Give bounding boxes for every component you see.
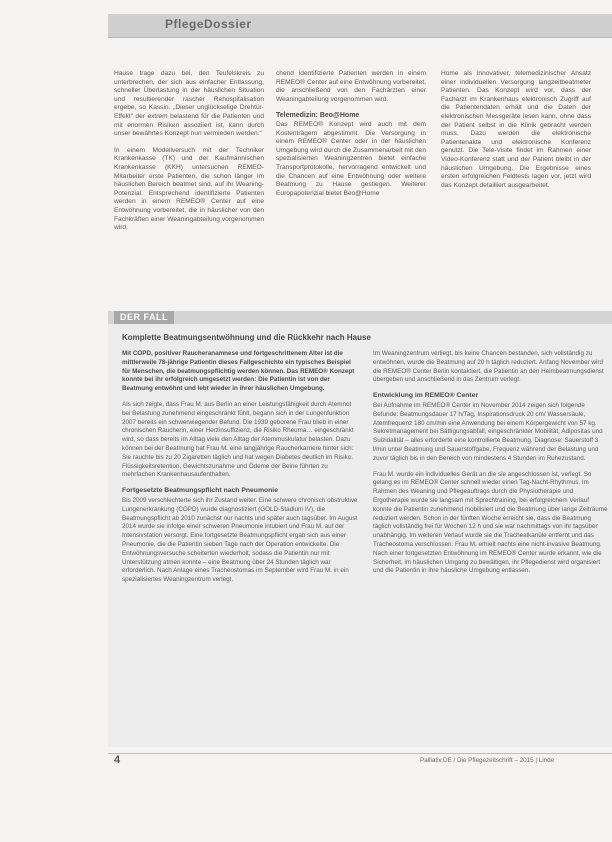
article-column-3: [441, 70, 591, 198]
article-paragraph: Das REMEO® Konzept wird auch mit dem Kostenträgern abgestimmt. Die Versorgung in einem REMEO® Center oder in der häuslichen Umgebung wird durch die Zusammenarbeit mit den spezialisierten Weaningzentren bietet einfache Transportprotokolle, hervorragend entwickelt und die Chancen auf eine Entwöhnung oder weitere Beatmung zu Hause gestiegen. Weiterer Europapotenzial bietet Beo@Home: [276, 120, 426, 197]
article-paragraph: Home als innovativer, telemedizinischer Ansatz einer individuellen Versorgung langzeitbeatmeter Patienten. Das Konzept wird vor, dass der Facharzt im Krankenhaus elektronisch Zugriff auf die Patientendaten erhält und die Daten der elektronischen Messgeräte lesen kann, ohne dass der Patient selbst in die Klinik gebracht werden muss. Dazu werden die elektronische Patientenakte und elektronische Konferenz genutzt. Die Tele-Visite findet im Rahmen einer Video-Konferenz statt und der Patient bleibt in der häuslichen Umgebung. Die Ergebnisse eines ersten erfolgreichen Feldtests lagen vor, jetzt wird das Konzept detailliert ausgearbeitet.: [441, 70, 591, 189]
case-paragraph: Frau M. wurde ein individuelles Gerät an die sie angeschlossen ist, verlegt. So gelang es im REMEO® Center schnell wieder einen Tag-Nacht-Rhythmus. Im Rahmen des Weaning und Pflegeauftrags durch die Physiotherapie und Ergotherapie wurde sie langsam mit Sprechtraining, bei erfolgreichem Verlauf konnte die Patientin zunehmend mobilisiert und die Beatmung über lange Zeiträume reduziert werden. Schon in der fünften Woche erreicht sie, dass die Beatmung täglich vollständig frei für Wochen 12 h und sie war nachmittags von ihr tagsüber unabhängig. Im weiteren Verlauf wurde sie die Trachealkanüle entfernt und das Tracheostoma verschlossen. Frau M. erhielt nachts eine nicht-invasive Beatmung. Nach einer fortgesetzten Entwöhnung im REMEO® Center wurde erkannt, wie die Sicherheit, im häuslichen Umgang zu bewältigen, ihr Pflegedienst wird organisiert und die Patientin in ihre häusliche Umgebung entlassen.: [373, 470, 608, 575]
case-column-left: [122, 350, 358, 592]
case-paragraph: Bis 2009 verschlechterte sich ihr Zustand weiter. Eine schwere chronisch obstruktive Lungenerkrankung (COPD) wurde diagnostiziert (GOLD-Stadium IV), die Beatmungspflicht ab 2010 zunächst nur nachts und später auch tagsüber. Im August 2014 wurde sie infolge einer schweren Pneumonie intubiert und Frau M. auf der Intensivstation versorgt. Eine fortgesetzte Beatmungspflicht ergab sich aus einer Pneumonie, die die Patientin sieben Tage nach der Operation entwickelte. Die Entwöhnungsversuche scheiterten wiederholt, sodass die Patientin nur mit Unterstützung atmen konnte – eine Beatmung über 24 Stunden täglich war erforderlich. Nach Anlage eines Tracheostomas im September wird Frau M. in ein spezialisiertes Weaningzentrum verlegt.: [122, 496, 358, 584]
case-paragraph: Bei Aufnahme im REMEO® Center im November 2014 zeigen sich folgende Befunde: Beatmungsdauer 17 h/Tag, Inspirationsdruck 20 cm/ Wassersäule, Atemfrequenz 180 cm/min eine Anwendung bei einem Körpergewicht von 57 kg. Sekretmanagement bei Sättigungsabfall, eingeschränkter Mobilität, Adipositas und Suizidalität – alles erforderte eine kontrollierte Beatmung. Diagnose: Sauerstoff 3 l/min unter Beatmung und Sauerstoffgabe, Frequenz während der Belastung und zuvor täglich bis in den Bereich von mindestens 4 Stunden im Ruhezustand.: [373, 401, 603, 462]
case-paragraph: Als sich zeigte, dass Frau M. aus Berlin an einer Leistungsfähigkeit durch Atemnot bei Belastung zunehmend eingeschränkt fühlt, begann sich in der Lungenfunktion 2007 bereits ein schwerwiegender Befund. Die 1939 geborene Frau blieb in einer chronischen Raucherin, einer Herzinsuffizienz, die Risiko Rheuma… eingeschränkt wird, so dass bereits im Alltag viele den Alltag der Atemmuskulatur belasten. Dazu können bei der Beatmung hat Frau M. eine langjährige Raucherkarriere hinter sich: Sie rauchte bis zu 20 Zigaretten täglich und hat wegen Diabetes deutlich im Risiko. Flüssigkeitsretention, Gewichtszunahme und Ödeme der Beine führten zu mehrfachen Krankenhausaufenthalten.: [122, 400, 354, 479]
article-paragraph: Hause trage dazu bei, den Teufelskreis zu unterbrechen, der sich aus einfacher Entlassung, schneller Überlastung in der häuslichen Situation und resultierender rascher Rehospitalisation ergebe, so Kassin. „Dieser unglückselige Drehtür-Effekt“ der extrem belastend für die Patienten und mit enormen Risiken assoziiert ist, kann durch unser bewährtes Konzept nun vermieden werden.“: [114, 70, 264, 138]
footer-divider: [108, 753, 612, 754]
case-subheading: Fortgesetzte Beatmungspflicht nach Pneumonie: [122, 487, 278, 495]
case-badge: DER FALL: [114, 311, 174, 324]
article-column-1: [114, 70, 264, 241]
header-title: PflegeDossier: [165, 17, 252, 31]
case-banner: [108, 311, 612, 324]
case-lead: Mit COPD, positiver Raucheranamnese und fortgeschrittenem Alter ist die mittlerweile 78-jährige Patientin dieses Fallgeschichte ein typisches Beispiel für Menschen, die beatmungspflichtig werden können. Das REMEO® Konzept konnte bei ihr erfolgreich umgesetzt werden: Die Patientin ist von der Beatmung entwöhnt und lebt wieder in ihrer häuslichen Umgebung.: [122, 350, 355, 393]
page-number: 4: [114, 754, 121, 766]
case-subheading: Entwicklung im REMEO® Center: [373, 392, 479, 400]
case-title: Komplette Beatmungsentwöhnung und die Rückkehr nach Hause: [122, 333, 371, 342]
case-column-right: [373, 350, 609, 583]
article-paragraph: chend identifizierte Patienten werden in einem REMEO® Center auf eine Entwöhnung vorbereitet, die anschließend von den Fachärzten einer Weaningabteilung vorgenommen wird.: [276, 70, 426, 103]
article-paragraph: In einem Modellversuch mit der Techniker Krankenkasse (TK) und der Kaufmännischen Krankenkasse (KKH) untersuchen REMEO-Mitarbeiter erste Patienten, die schon länger im häuslichen Bereich beatmet sind, auf ihr Weaning-Potenzial. Entsprechend identifizierte Patienten werden in einem REMEO® Center auf eine Entwöhnung vorbereitet, die in häuslicher von den Fachkräften einer Weaningabteilung vorgenommen wird.: [114, 146, 264, 232]
section-heading: Telemedizin: Beo@Home: [276, 112, 360, 120]
case-paragraph: Im Weaningzentrum verliegt, bis keine Chancen bestanden, sich vollständig zu entwöhnen, wurde die Beatmung auf 20 h täglich reduziert. Anfang November wird die REMEO® Center Berlin kontaktiert, die Patientin an den Heimbeatmungsdienst übergeben und anschließend in das Zentrum verlegt.: [373, 350, 604, 384]
footer-source: Palliativ.DE / Die Pflegezeitschrift – 2015 | Linde: [420, 757, 555, 764]
header-divider: [108, 37, 612, 38]
article-column-2: [276, 70, 426, 206]
